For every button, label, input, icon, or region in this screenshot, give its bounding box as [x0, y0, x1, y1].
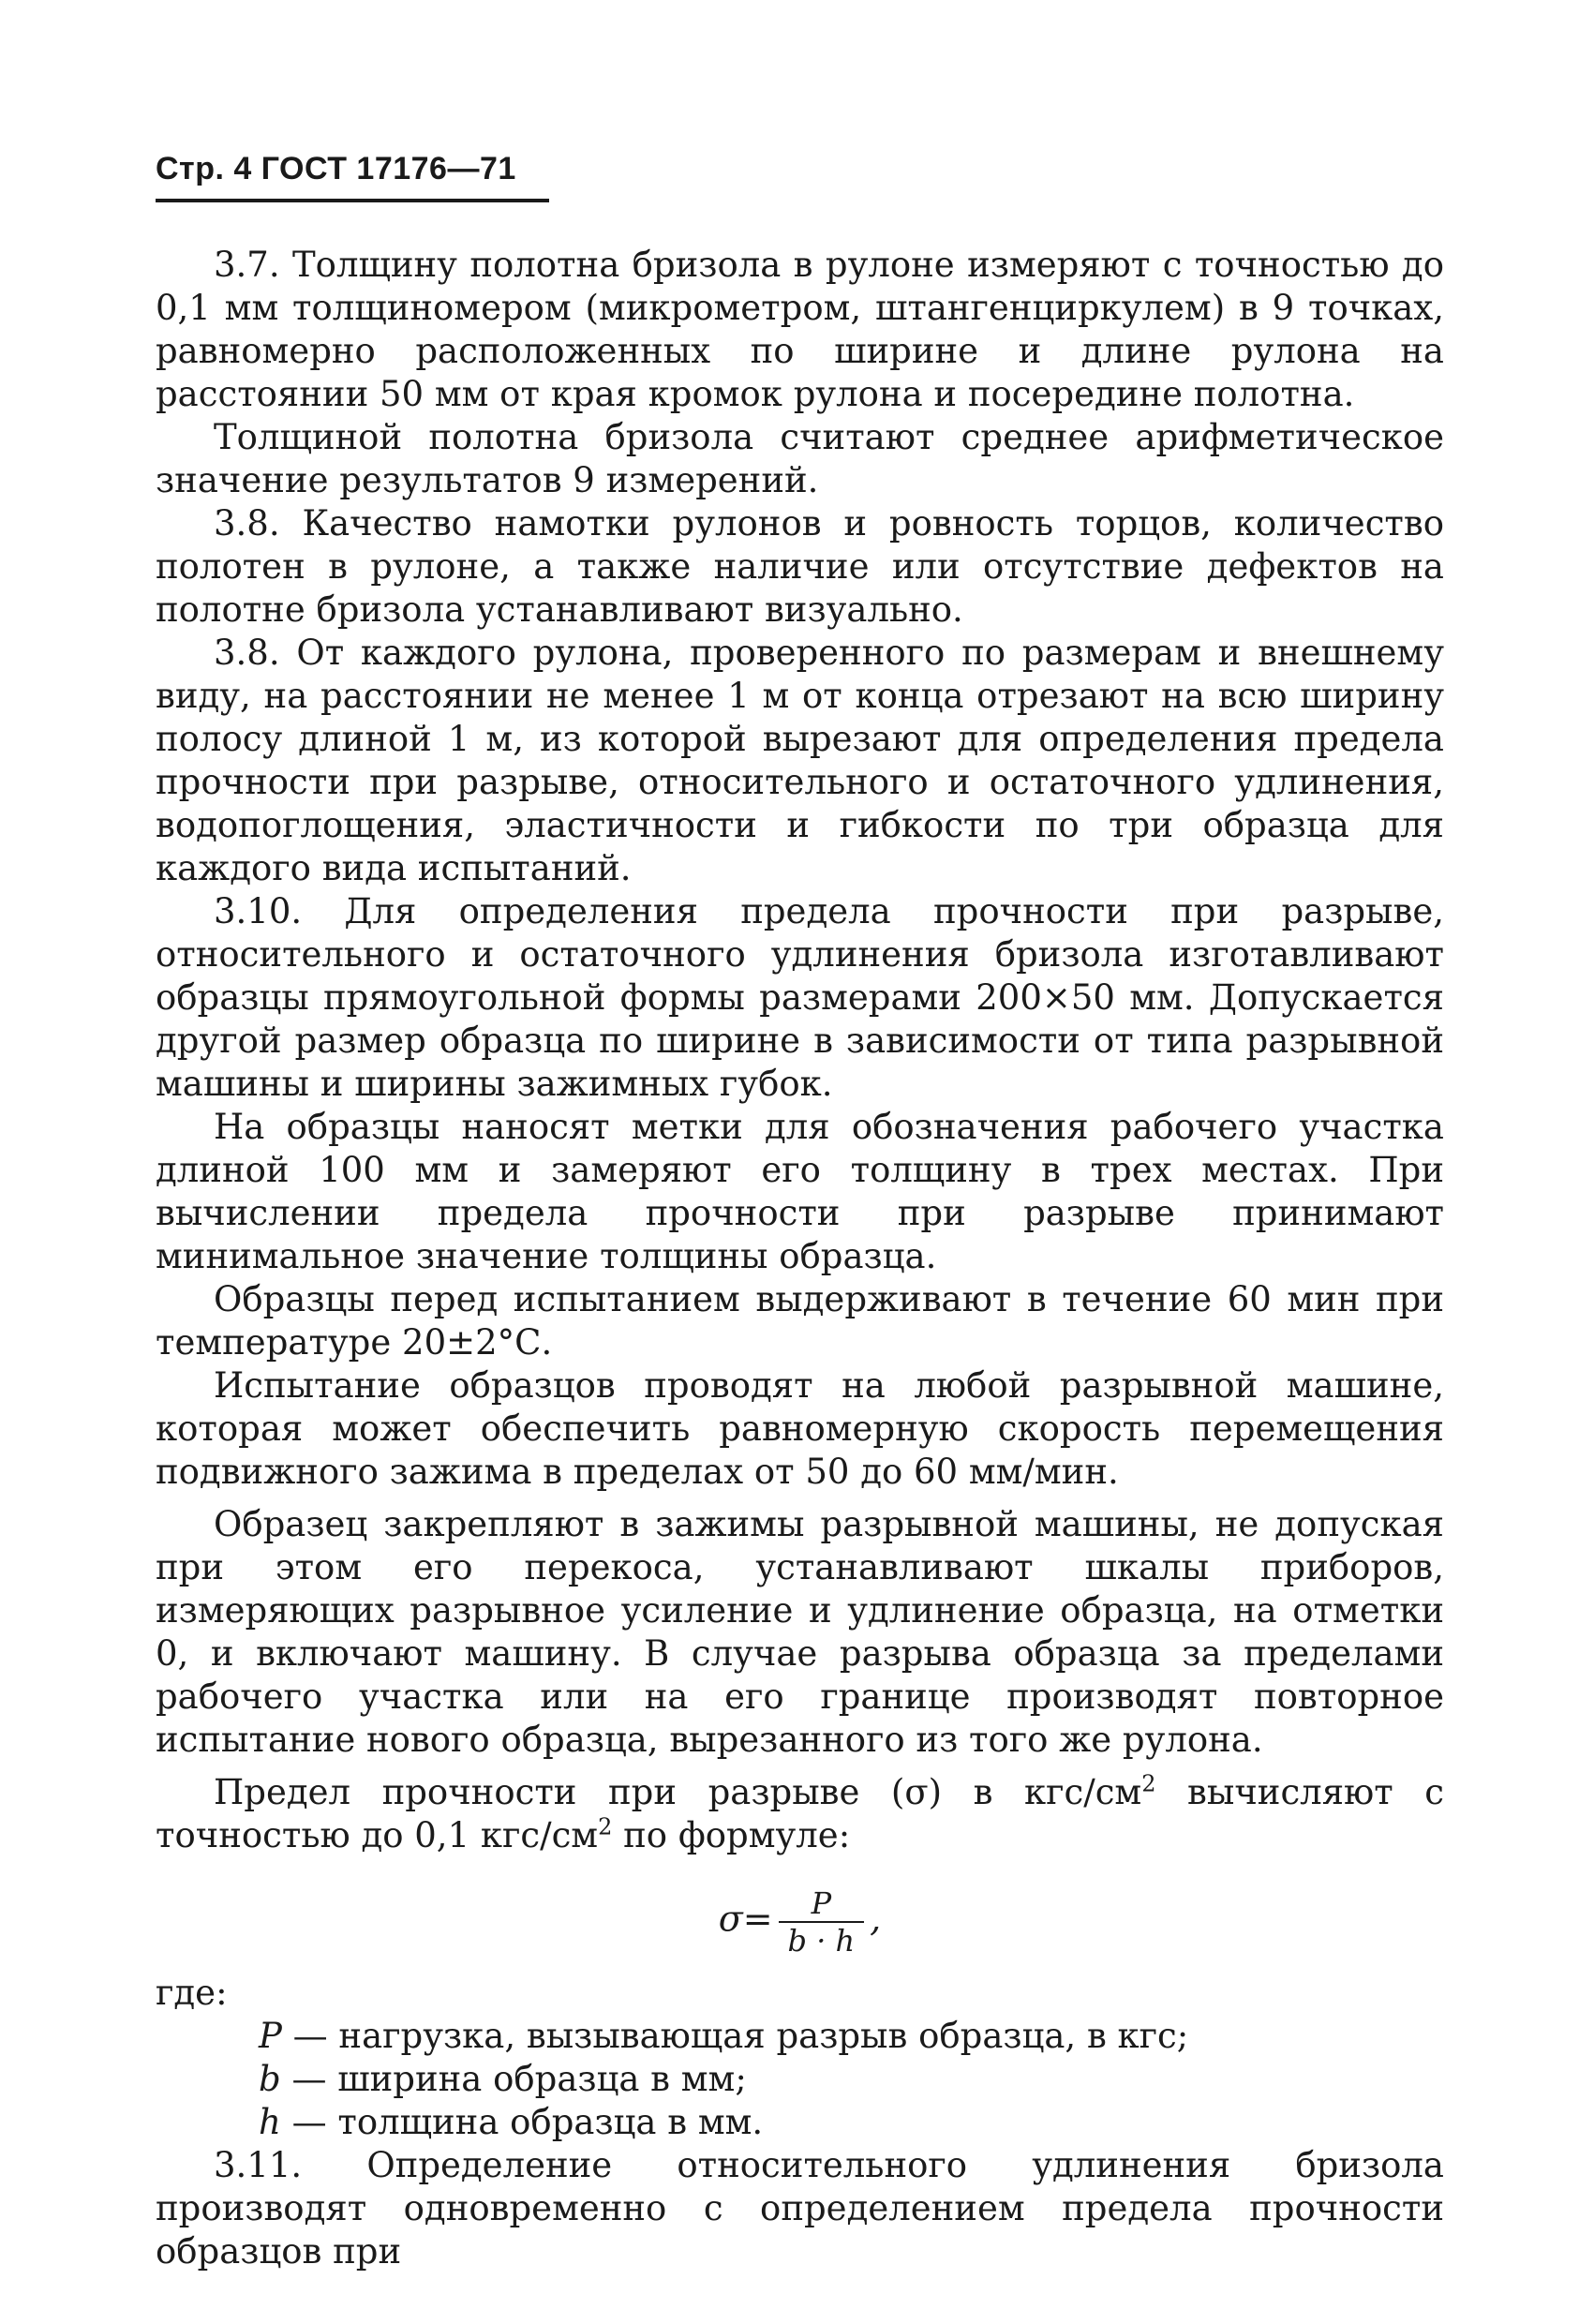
formula-intro-text-2: вычисляют с точностью до 0,1 кгс/см — [156, 1772, 1444, 1855]
formula-numerator: P — [779, 1885, 865, 1923]
formula-fraction — [779, 1885, 865, 1959]
paragraph-3-8a: 3.8. Качество намотки рулонов и ровность торцов, количество полотен в рулоне, а также наличие или отсутствие дефектов на полотне бризола устанавливают визуально. — [156, 503, 1444, 630]
formula-equals: = — [742, 1898, 773, 1940]
paragraph-conditioning: Образцы перед испытанием выдерживают в течение 60 мин при температуре 20±2°С. — [156, 1279, 1444, 1363]
legend-symbol: P — [259, 2016, 282, 2056]
page-header: Стр. 4 ГОСТ 17176—71 — [156, 150, 549, 202]
paragraph-3-8b: 3.8. От каждого рулона, проверенного по размерам и внешнему виду, на расстоянии не менее 1 м от конца отрезают на всю ширину полосу длиной 1 м, из которой вырезают для определения предела прочности при разрыве, относительного и остаточного удлинения, водопоглощения, эластичности и гибкости по три образца для каждого вида испытаний. — [156, 633, 1444, 888]
formula-lhs: σ — [718, 1898, 743, 1940]
legend-text: — нагрузка, вызывающая разрыв образца, в кгс; — [281, 2016, 1189, 2056]
superscript-2: 2 — [598, 1813, 613, 1840]
legend-item-h — [156, 2101, 1444, 2144]
formula-denominator: b · h — [787, 1923, 856, 1959]
paragraph-3-7-cont: Толщиной полотна бризола считают среднее арифметическое значение результатов 9 измерений. — [156, 417, 1444, 500]
paragraph-3-7: 3.7. Толщину полотна бризола в рулоне измеряют с точностью до 0,1 мм толщиномером (микрометром, штангенциркулем) в 9 точках, равномерно расположенных по ширине и длине рулона на расстоянии 50 мм от края кромок рулона и посередине полотна. — [156, 245, 1444, 414]
paragraph-3-11: 3.11. Определение относительного удлинения бризола производят одновременно с определением предела прочности образцов при — [156, 2145, 1444, 2272]
legend-text: — толщина образца в мм. — [280, 2102, 764, 2142]
legend-symbol: b — [259, 2059, 281, 2099]
strength-formula — [156, 1885, 1444, 1959]
legend-item-p — [156, 2015, 1444, 2058]
superscript-1: 2 — [1141, 1770, 1156, 1797]
formula-trail: , — [870, 1898, 882, 1940]
formula-intro-text-1: Предел прочности при разрыве (σ) в кгс/см — [214, 1772, 1142, 1812]
formula-intro-text-3: по формуле: — [612, 1815, 851, 1855]
paragraph-marks: На образцы наносят метки для обозначения рабочего участка длиной 100 мм и замеряют его толщину в трех местах. При вычислении предела прочности при разрыве принимают минимальное значение толщины образца. — [156, 1107, 1444, 1276]
legend-text: — ширина образца в мм; — [280, 2059, 747, 2099]
paragraph-procedure: Образец закрепляют в зажимы разрывной машины, не допуская при этом его перекоса, устанавливают шкалы приборов, измеряющих разрывное усиление и удлинение образца, на отметки 0, и включают машину. В случае разрыва образца за пределами рабочего участка или на его границе производят повторное испытание нового образца, вырезанного из того же рулона. — [156, 1504, 1444, 1760]
legend-symbol: h — [259, 2102, 281, 2142]
where-label: где: — [156, 1973, 228, 2013]
document-body — [156, 244, 1444, 2273]
paragraph-test-machine: Испытание образцов проводят на любой разрывной машине, которая может обеспечить равномерную скорость перемещения подвижного зажима в пределах от 50 до 60 мм/мин. — [156, 1365, 1444, 1492]
paragraph-3-10: 3.10. Для определения предела прочности при разрыве, относительного и остаточного удлинения бризола изготавливают образцы прямоугольной формы размерами 200×50 мм. Допускается другой размер образца по ширине в зависимости от типа разрывной машины и ширины зажимных губок. — [156, 891, 1444, 1104]
formula-intro — [156, 1771, 1444, 1857]
legend-item-b — [156, 2058, 1444, 2101]
